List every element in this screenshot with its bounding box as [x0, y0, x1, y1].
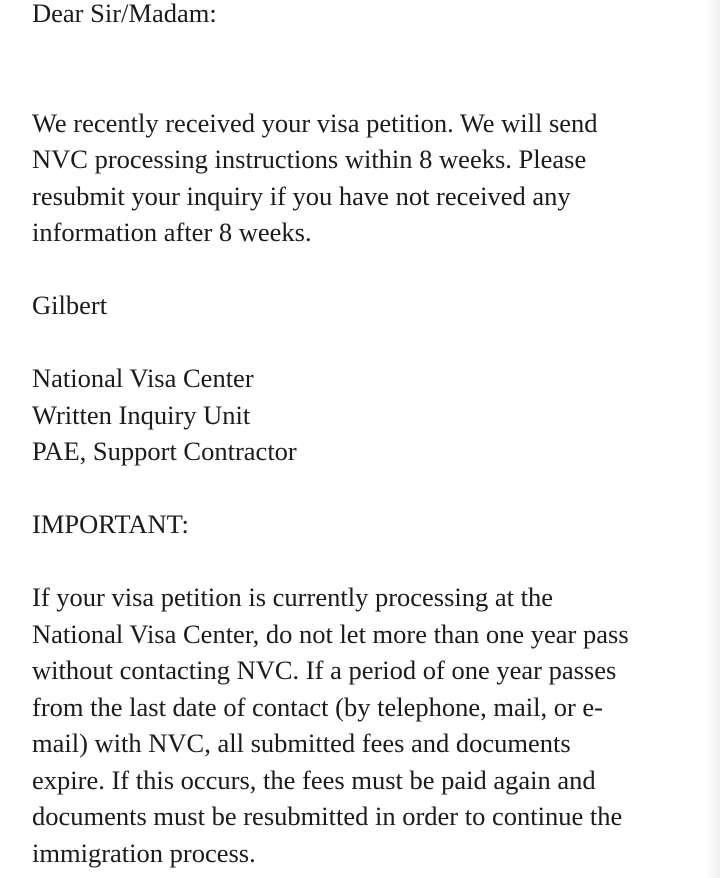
greeting: Dear Sir/Madam: — [32, 0, 217, 28]
blank-line — [32, 251, 702, 288]
paragraph-line: immigration process. — [32, 837, 256, 868]
paragraph-line: mail) with NVC, all submitted fees and documents — [32, 728, 571, 758]
blank-line — [32, 68, 702, 105]
organization-block — [32, 360, 702, 470]
paragraph-line: National Visa Center, do not let more than one year pass — [32, 618, 629, 649]
paragraph-line: from the last date of contact (by telephone, mail, or e- — [32, 691, 604, 722]
organization-line: PAE, Support Contractor — [32, 436, 297, 466]
blank-line — [32, 324, 702, 361]
blank-line — [32, 543, 702, 580]
blank-line — [32, 32, 702, 69]
paragraph-important-notice — [32, 579, 702, 871]
signature-name: Gilbert — [32, 290, 108, 320]
blank-line — [32, 470, 702, 507]
paragraph-line: If your visa petition is currently processing at the — [32, 582, 554, 612]
page-edge-shadow — [706, 0, 720, 878]
paragraph-line: documents must be resubmitted in order to continue the — [32, 801, 623, 831]
paragraph-line: information after 8 weeks. — [32, 217, 312, 247]
organization-line: National Visa Center — [32, 363, 254, 393]
paragraph-line: NVC processing instructions within 8 weeks. Please — [32, 144, 587, 174]
paragraph-line: expire. If this occurs, the fees must be paid again and — [32, 764, 596, 795]
paragraph-line: without contacting NVC. If a period of one year passes — [32, 655, 617, 685]
paragraph-line: resubmit your inquiry if you have not received any — [32, 180, 571, 211]
important-heading: IMPORTANT: — [32, 509, 189, 539]
paragraph-line: We recently received your visa petition. We will send — [32, 107, 598, 138]
organization-line: Written Inquiry Unit — [32, 399, 251, 430]
paragraph-visa-received — [32, 105, 702, 251]
letter-document — [32, 0, 702, 871]
